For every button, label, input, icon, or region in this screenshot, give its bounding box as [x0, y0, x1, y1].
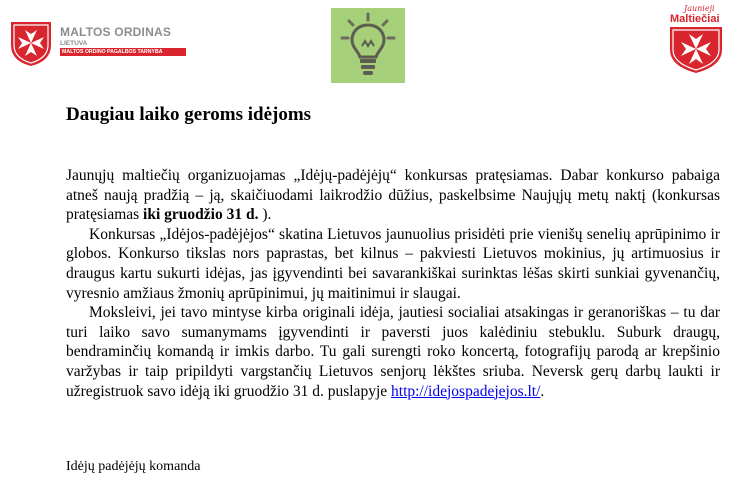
- deadline-bold: iki gruodžio 31 d.: [143, 206, 259, 224]
- paragraph-1-text: Jaunųjų maltiečių organizuojamas „Idėjų-padėjėjų“ konkursas pratęsiamas. Dabar konkurso pabaiga atneš naują pradžią – ją, skaičiuodami laikrodžio dūžius, paskelbsime Naujųjų metų naktį (konkursas pratęsiamas: [66, 167, 720, 224]
- org-name: MALTOS ORDINAS: [60, 25, 172, 39]
- article-body: [66, 166, 720, 401]
- paragraph-3-text: Moksleivi, jei tavo mintyse kirba originali idėja, jautiesi socialiai atsakingas ir geranoriškas – tu dar turi laiko savo sumanymams įgyvendinti ir paversti juos kalėdiniu stebuklu. Suburk draugų, bendraminčių komandą ir imkis darbo. Tu gali surengti roko koncertą, fotografijų parodą ar krepšinio varžybas ir taip pripildyti vargstančių Lietuvos senjorų lėkštes sriuba. Neversk gerų darbų laukti ir užregistruok savo idėją iki gruodžio 31 d. puslapyje: [66, 304, 720, 400]
- org-service-bar: [60, 48, 186, 56]
- logo-tagline-top: Jaunieji: [684, 4, 715, 13]
- article-title: Daugiau laiko geroms idėjoms: [66, 104, 312, 125]
- paragraph-1-text-end: ).: [258, 206, 272, 224]
- logo-tagline-main: Maltiečiai: [670, 13, 720, 25]
- jaunieji-maltieciai-logo: [666, 4, 726, 74]
- website-link[interactable]: http://idejospadejejos.lt/: [391, 382, 541, 400]
- signature: Idėjų padėjėjų komanda: [66, 459, 201, 474]
- lightbulb-logo: [331, 8, 405, 83]
- paragraph-3: [66, 303, 720, 401]
- paragraph-2: Konkursas „Idėjos-padėjėjos“ skatina Lietuvos jaunuolius prisidėti prie vienišų senelių aprūpinimo ir globos. Konkurso tikslas nors paprastas, bet kilnus – pakviesti Lietuvos mokinius, jų artimuosius ir draugus kartu sukurti idėjas, jas įgyvendinti bei savarankiškai surinktas lėšas skirti sunkiai gyvenančių, vyresnio amžiaus žmonių aprūpinimui, jų maitinimui ir slaugai.: [66, 225, 720, 302]
- maltese-cross-shield-icon: [10, 21, 52, 67]
- org-country: LIETUVA: [60, 40, 88, 47]
- maltos-ordinas-logo: [8, 21, 183, 67]
- paragraph-1: [66, 166, 720, 225]
- org-service: MALTOS ORDINO PAGALBOS TARNYBA: [62, 49, 163, 55]
- maltese-cross-shield-icon: [668, 26, 724, 74]
- paragraph-3-text-end: .: [540, 382, 545, 400]
- lightbulb-icon: [331, 8, 405, 83]
